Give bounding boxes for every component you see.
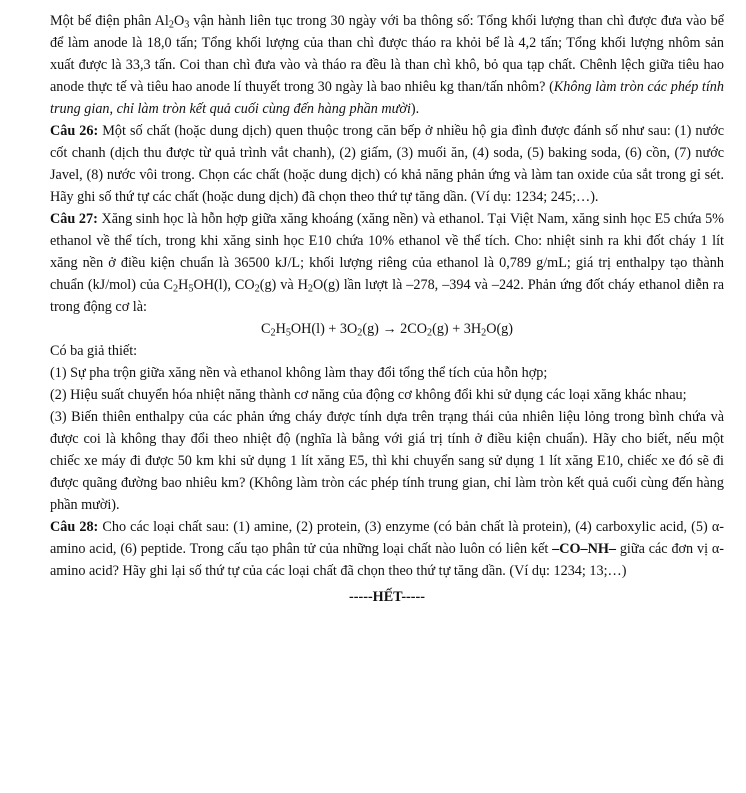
question-text: H (178, 277, 189, 293)
eq-part: C (260, 321, 271, 337)
subscript: 2 (270, 327, 276, 339)
question-text: OH(l), CO (193, 277, 255, 293)
subscript: 2 (254, 283, 260, 295)
subscript: 5 (188, 283, 194, 295)
subscript: 2 (481, 327, 487, 339)
question-text: giữa các đơn vị α-amino acid? Hãy ghi lại số thứ tự của các loại chất đã chọn theo thứ tự tăng dần. (Ví dụ: 1234; 13;…) (50, 541, 725, 579)
eq-part: OH(l) + 3O (290, 321, 358, 337)
question-27 (50, 208, 724, 318)
eq-part: O(g) (486, 321, 513, 337)
eq-part: (g) + 3H (432, 321, 482, 337)
subscript: 2 (173, 283, 179, 295)
question-text: Cho các loại chất sau: (1) amine, (2) protein, (3) enzyme (có bản chất là protein), (4) carboxylic acid, (5) α-amino acid, (6) peptide. Trong cấu tạo phân tử của những loại chất nào luôn có liên kết (50, 519, 724, 557)
subscript: 2 (307, 283, 313, 295)
subscript: 5 (285, 327, 291, 339)
peptide-bond: –CO–NH– (552, 541, 616, 557)
question-label: Câu 27: (50, 211, 98, 227)
italic-note: Không làm tròn các phép tính trung gian, chỉ làm tròn kết quả cuối cùng đến hàng phần mười (50, 79, 724, 117)
question-28 (50, 516, 724, 582)
assumptions-intro: Có ba giả thiết: (50, 343, 138, 359)
reaction-equation (50, 318, 724, 340)
intro-text: Một bể điện phân Al (50, 13, 169, 29)
question-label: Câu 28: (50, 519, 99, 535)
intro-text: ). (410, 101, 420, 117)
question-text: Xăng sinh học là hỗn hợp giữa xăng khoáng (xăng nền) và ethanol. Tại Việt Nam, xăng sinh học E5 chứa 5% ethanol về thể tích, trong khi xăng sinh học E10 chứa 10% ethanol về thể tích. Cho: nhiệt sinh ra khi đốt cháy 1 lít xăng nền ở điều kiện chuẩn là 36500 kJ/L; khối lượng riêng của ethanol là 0,789 g/mL; giá trị enthalpy tạo thành chuẩn (kJ/mol) của C (50, 211, 724, 293)
intro-problem (50, 10, 724, 120)
eq-part: H (275, 321, 286, 337)
subscript: 2 (357, 327, 363, 339)
question-label: Câu 26: (50, 123, 99, 139)
question-26 (50, 120, 724, 208)
subscript: 2 (427, 327, 433, 339)
intro-text: O (173, 13, 185, 29)
end-mark: -----HẾT----- (349, 589, 425, 605)
assumption-1: (1) Sự pha trộn giữa xăng nền và ethanol không làm thay đổi tổng thể tích của hỗn hợp; (50, 365, 548, 381)
question-text: (g) và H (259, 277, 308, 293)
subscript: 2 (168, 19, 174, 31)
question-text: O(g) lần lượt là –278, –394 và –242. Phản ứng đốt cháy ethanol diễn ra trong động cơ là: (50, 277, 725, 315)
subscript: 3 (184, 19, 190, 31)
question-text: Một số chất (hoặc dung dịch) quen thuộc trong căn bếp ở nhiều hộ gia đình được đánh số như sau: (1) nước cốt chanh (dịch thu được từ quả trình vắt chanh), (2) giấm, (3) muối ăn, (4) soda, (5) baking soda, (6) cồn, (7) nước Javel, (8) nước vôi trong. Chọn các chất (hoặc dung dịch) có khả năng phản ứng và làm tan oxide của sắt trong gỉ sét. Hãy ghi số thứ tự các chất (hoặc dung dịch) đã chọn theo thứ tự tăng dần. (Ví dụ: 1234; 245;…). (50, 123, 724, 205)
assumption-3: (3) Biến thiên enthalpy của các phản ứng cháy được tính dựa trên trạng thái của nhiên liệu lỏng trong bình chứa và được coi là không thay đổi theo nhiệt độ (nghĩa là bằng với giá trị tính ở điều kiện chuẩn). Hãy cho biết, nếu một chiếc xe máy đi được 50 km khi sử dụng 1 lít xăng E5, thì khi chuyển sang sử dụng 1 lít xăng E10, chiếc xe đó sẽ đi được quãng đường bao nhiêu km? (Không làm tròn các phép tính trung gian, chỉ làm tròn kết quả cuối cùng đến hàng phần mười). (50, 409, 724, 513)
intro-text: vận hành liên tục trong 30 ngày với ba thông số: Tổng khối lượng than chì được đưa vào bể để làm anode là 18,0 tấn; Tổng khối lượng của than chì được tháo ra khỏi bể là 4,2 tấn; Tổng khối lượng nhôm sản xuất được là 33,3 tấn. Coi than chì đưa vào và tháo ra đều là than chì khô, bỏ qua tạp chất. Chênh lệch giữa tiêu hao anode thực tế và tiêu hao anode lí thuyết trong 30 ngày là bao nhiêu kg than/tấn nhôm? ( (50, 13, 724, 95)
assumption-2: (2) Hiệu suất chuyển hóa nhiệt năng thành cơ năng của động cơ không đổi khi sử dụng các loại xăng khác nhau; (50, 387, 687, 403)
eq-part: (g) → 2CO (362, 321, 427, 337)
